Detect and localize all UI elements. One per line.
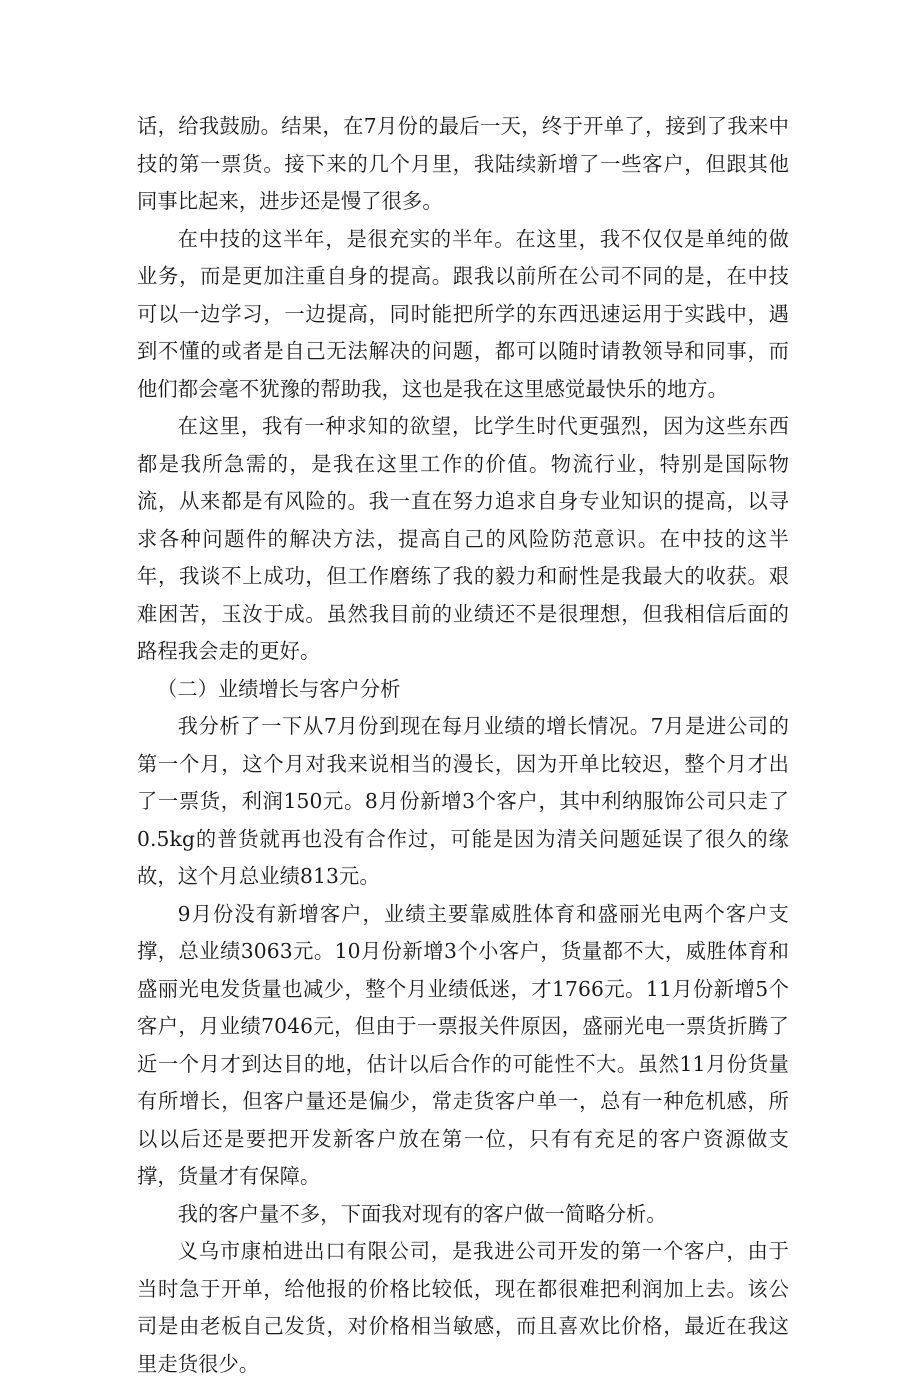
paragraph-client-kangbai: 义乌市康柏进出口有限公司，是我进公司开发的第一个客户，由于当时急于开单，给他报的价格比较低，现在都很难把利润加上去。该公司是由老板自己发货，对价格相当敏感，而且喜欢比价格，最近在我这里走货很少。	[137, 1239, 789, 1376]
paragraph-half-year-reflection: 在中技的这半年，是很充实的半年。在这里，我不仅仅是单纯的做业务，而是更加注重自身的提高。跟我以前所在公司不同的是，在中技可以一边学习，一边提高，同时能把所学的东西迅速运用于实践中，遇到不懂的或者是自己无法解决的问题，都可以随时请教领导和同事，而他们都会毫不犹豫的帮助我，这也是我在这里感觉最快乐的地方。	[137, 226, 789, 401]
paragraph-client-intro: 我的客户量不多，下面我对现有的客户做一简略分析。	[177, 1201, 667, 1226]
paragraph-desire-for-knowledge: 在这里，我有一种求知的欲望，比学生时代更强烈，因为这些东西都是我所急需的，是我在这里工作的价值。物流行业，特别是国际物流，从来都是有风险的。我一直在努力追求自身专业知识的提高，以寻求各种问题件的解决方法，提高自己的风险防范意识。在中技的这半年，我谈不上成功，但工作磨练了我的毅力和耐性是我最大的收获。艰难困苦，玉汝于成。虽然我目前的业绩还不是很理想，但我相信后面的路程我会走的更好。	[137, 414, 789, 663]
paragraph-sep-nov-performance: 9月份没有新增客户，业绩主要靠威胜体育和盛丽光电两个客户支撑，总业绩3063元。10月份新增3个小客户，货量都不大，威胜体育和盛丽光电发货量也减少，整个月业绩低迷，才1766元。11月份新增5个客户，月业绩7046元，但由于一票报关件原因，盛丽光电一票货折腾了近一个月才到达目的地，估计以后合作的可能性不大。虽然11月份货量有所增长，但客户量还是偏少，常走货客户单一，总有一种危机感，所以以后还是要把开发新客户放在第一位，只有有充足的客户资源做支撑，货量才有保障。	[137, 901, 789, 1188]
paragraph-continuation: 话，给我鼓励。结果，在7月份的最后一天，终于开单了，接到了我来中技的第一票货。接下来的几个月里，我陆续新增了一些客户，但跟其他同事比起来，进步还是慢了很多。	[137, 114, 789, 213]
paragraph-monthly-growth: 我分析了一下从7月份到现在每月业绩的增长情况。7月是进公司的第一个月，这个月对我来说相当的漫长，因为开单比较迟，整个月才出了一票货，利润150元。8月份新增3个客户，其中利纳服饰公司只走了0.5kg的普货就再也没有合作过，可能是因为清关问题延误了很久的缘故，这个月总业绩813元。	[137, 714, 789, 888]
document-body	[137, 108, 789, 1383]
section-heading: （二）业绩增长与客户分析	[157, 676, 401, 701]
